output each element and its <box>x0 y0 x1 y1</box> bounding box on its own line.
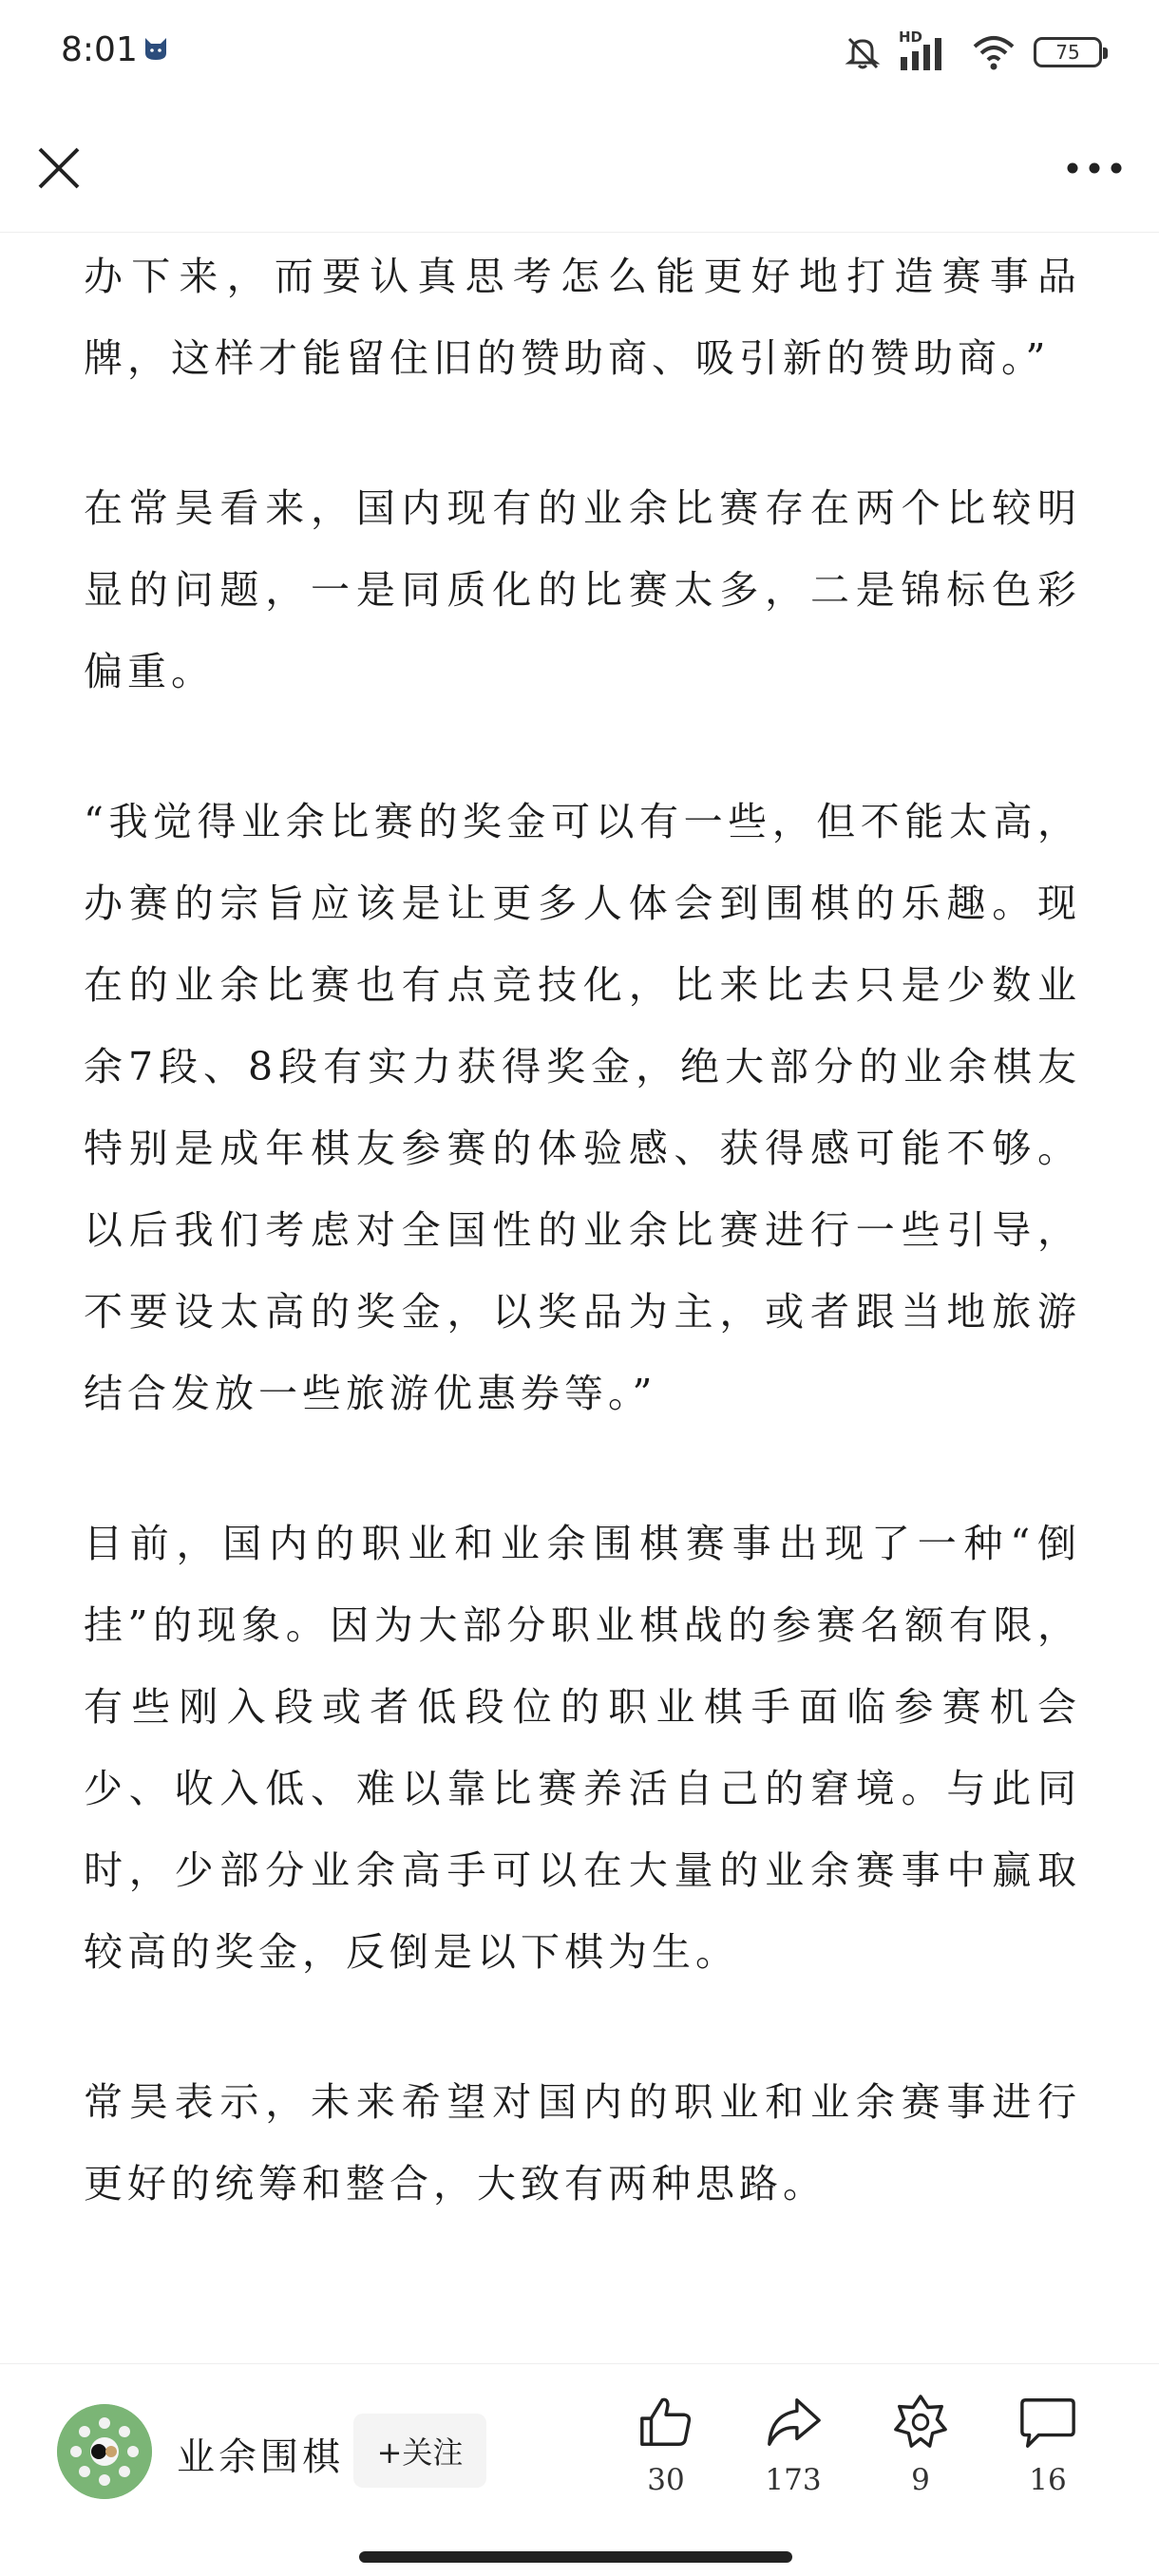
status-icons <box>844 28 1102 76</box>
home-indicator[interactable] <box>359 2551 792 2563</box>
wifi-icon <box>971 33 1016 71</box>
comment-count: 16 <box>1029 2463 1067 2497</box>
top-nav <box>0 109 1159 233</box>
more-dots-icon <box>1066 161 1123 175</box>
comment-button[interactable] <box>996 2393 1100 2497</box>
share-count: 173 <box>765 2463 822 2497</box>
like-count: 30 <box>647 2463 685 2497</box>
close-icon <box>36 145 82 191</box>
bottom-action-bar <box>0 2363 1159 2576</box>
article-paragraph: 目前，国内的职业和业余围棋赛事出现了一种“倒挂”的现象。因为大部分职业棋战的参赛名额有限，有些刚入段或者低段位的职业棋手面临参赛机会少、收入低、难以靠比赛养活自己的窘境。与此同时，少部分业余高手可以在大量的业余赛事中赢取较高的奖金，反倒是以下棋为生。 <box>84 1521 1081 1975</box>
article-body <box>84 236 1081 2225</box>
article-paragraph: 常昊表示，未来希望对国内的职业和业余赛事进行更好的统筹和整合，大致有两种思路。 <box>84 2079 1081 2207</box>
mute-bell-icon <box>844 33 882 71</box>
cat-app-icon <box>142 36 169 61</box>
battery-level: 75 <box>1055 41 1080 64</box>
status-time: 8:01 <box>61 30 138 69</box>
comment-bubble-icon <box>1018 2393 1077 2452</box>
cellular-signal-icon <box>899 28 954 72</box>
article-paragraph: “我觉得业余比赛的奖金可以有一些，但不能太高，办赛的宗旨应该是让更多人体会到围棋的乐趣。现在的业余比赛也有点竞技化，比来比去只是少数业余7段、8段有实力获得奖金，绝大部分的业余棋友特别是成年棋友参赛的体验感、获得感可能不够。以后我们考虑对全国性的业余比赛进行一些引导，不要设太高的奖金，以奖品为主，或者跟当地旅游结合发放一些旅游优惠券等。” <box>84 799 1081 1416</box>
favorite-star-icon <box>891 2393 950 2452</box>
follow-button[interactable]: +关注 <box>353 2414 486 2488</box>
status-bar <box>0 0 1159 109</box>
share-arrow-icon <box>764 2393 823 2452</box>
author-name[interactable]: 业余围棋 <box>177 2435 344 2479</box>
share-button[interactable] <box>741 2393 846 2497</box>
hd-label: HD <box>899 28 923 46</box>
collect-button[interactable] <box>868 2393 973 2497</box>
more-options-button[interactable] <box>1056 136 1132 200</box>
thumbs-up-icon <box>636 2393 695 2452</box>
close-button[interactable] <box>27 136 91 200</box>
go-board-avatar-icon <box>57 2404 152 2499</box>
collect-count: 9 <box>911 2463 930 2497</box>
like-button[interactable] <box>614 2393 718 2497</box>
author-avatar[interactable] <box>57 2404 152 2499</box>
article-paragraph: 办下来，而要认真思考怎么能更好地打造赛事品牌，这样才能留住旧的赞助商、吸引新的赞助商。” <box>84 254 1081 381</box>
article-paragraph: 在常昊看来，国内现有的业余比赛存在两个比较明显的问题，一是同质化的比赛太多，二是锦标色彩偏重。 <box>84 485 1081 694</box>
battery-icon <box>1034 37 1102 67</box>
